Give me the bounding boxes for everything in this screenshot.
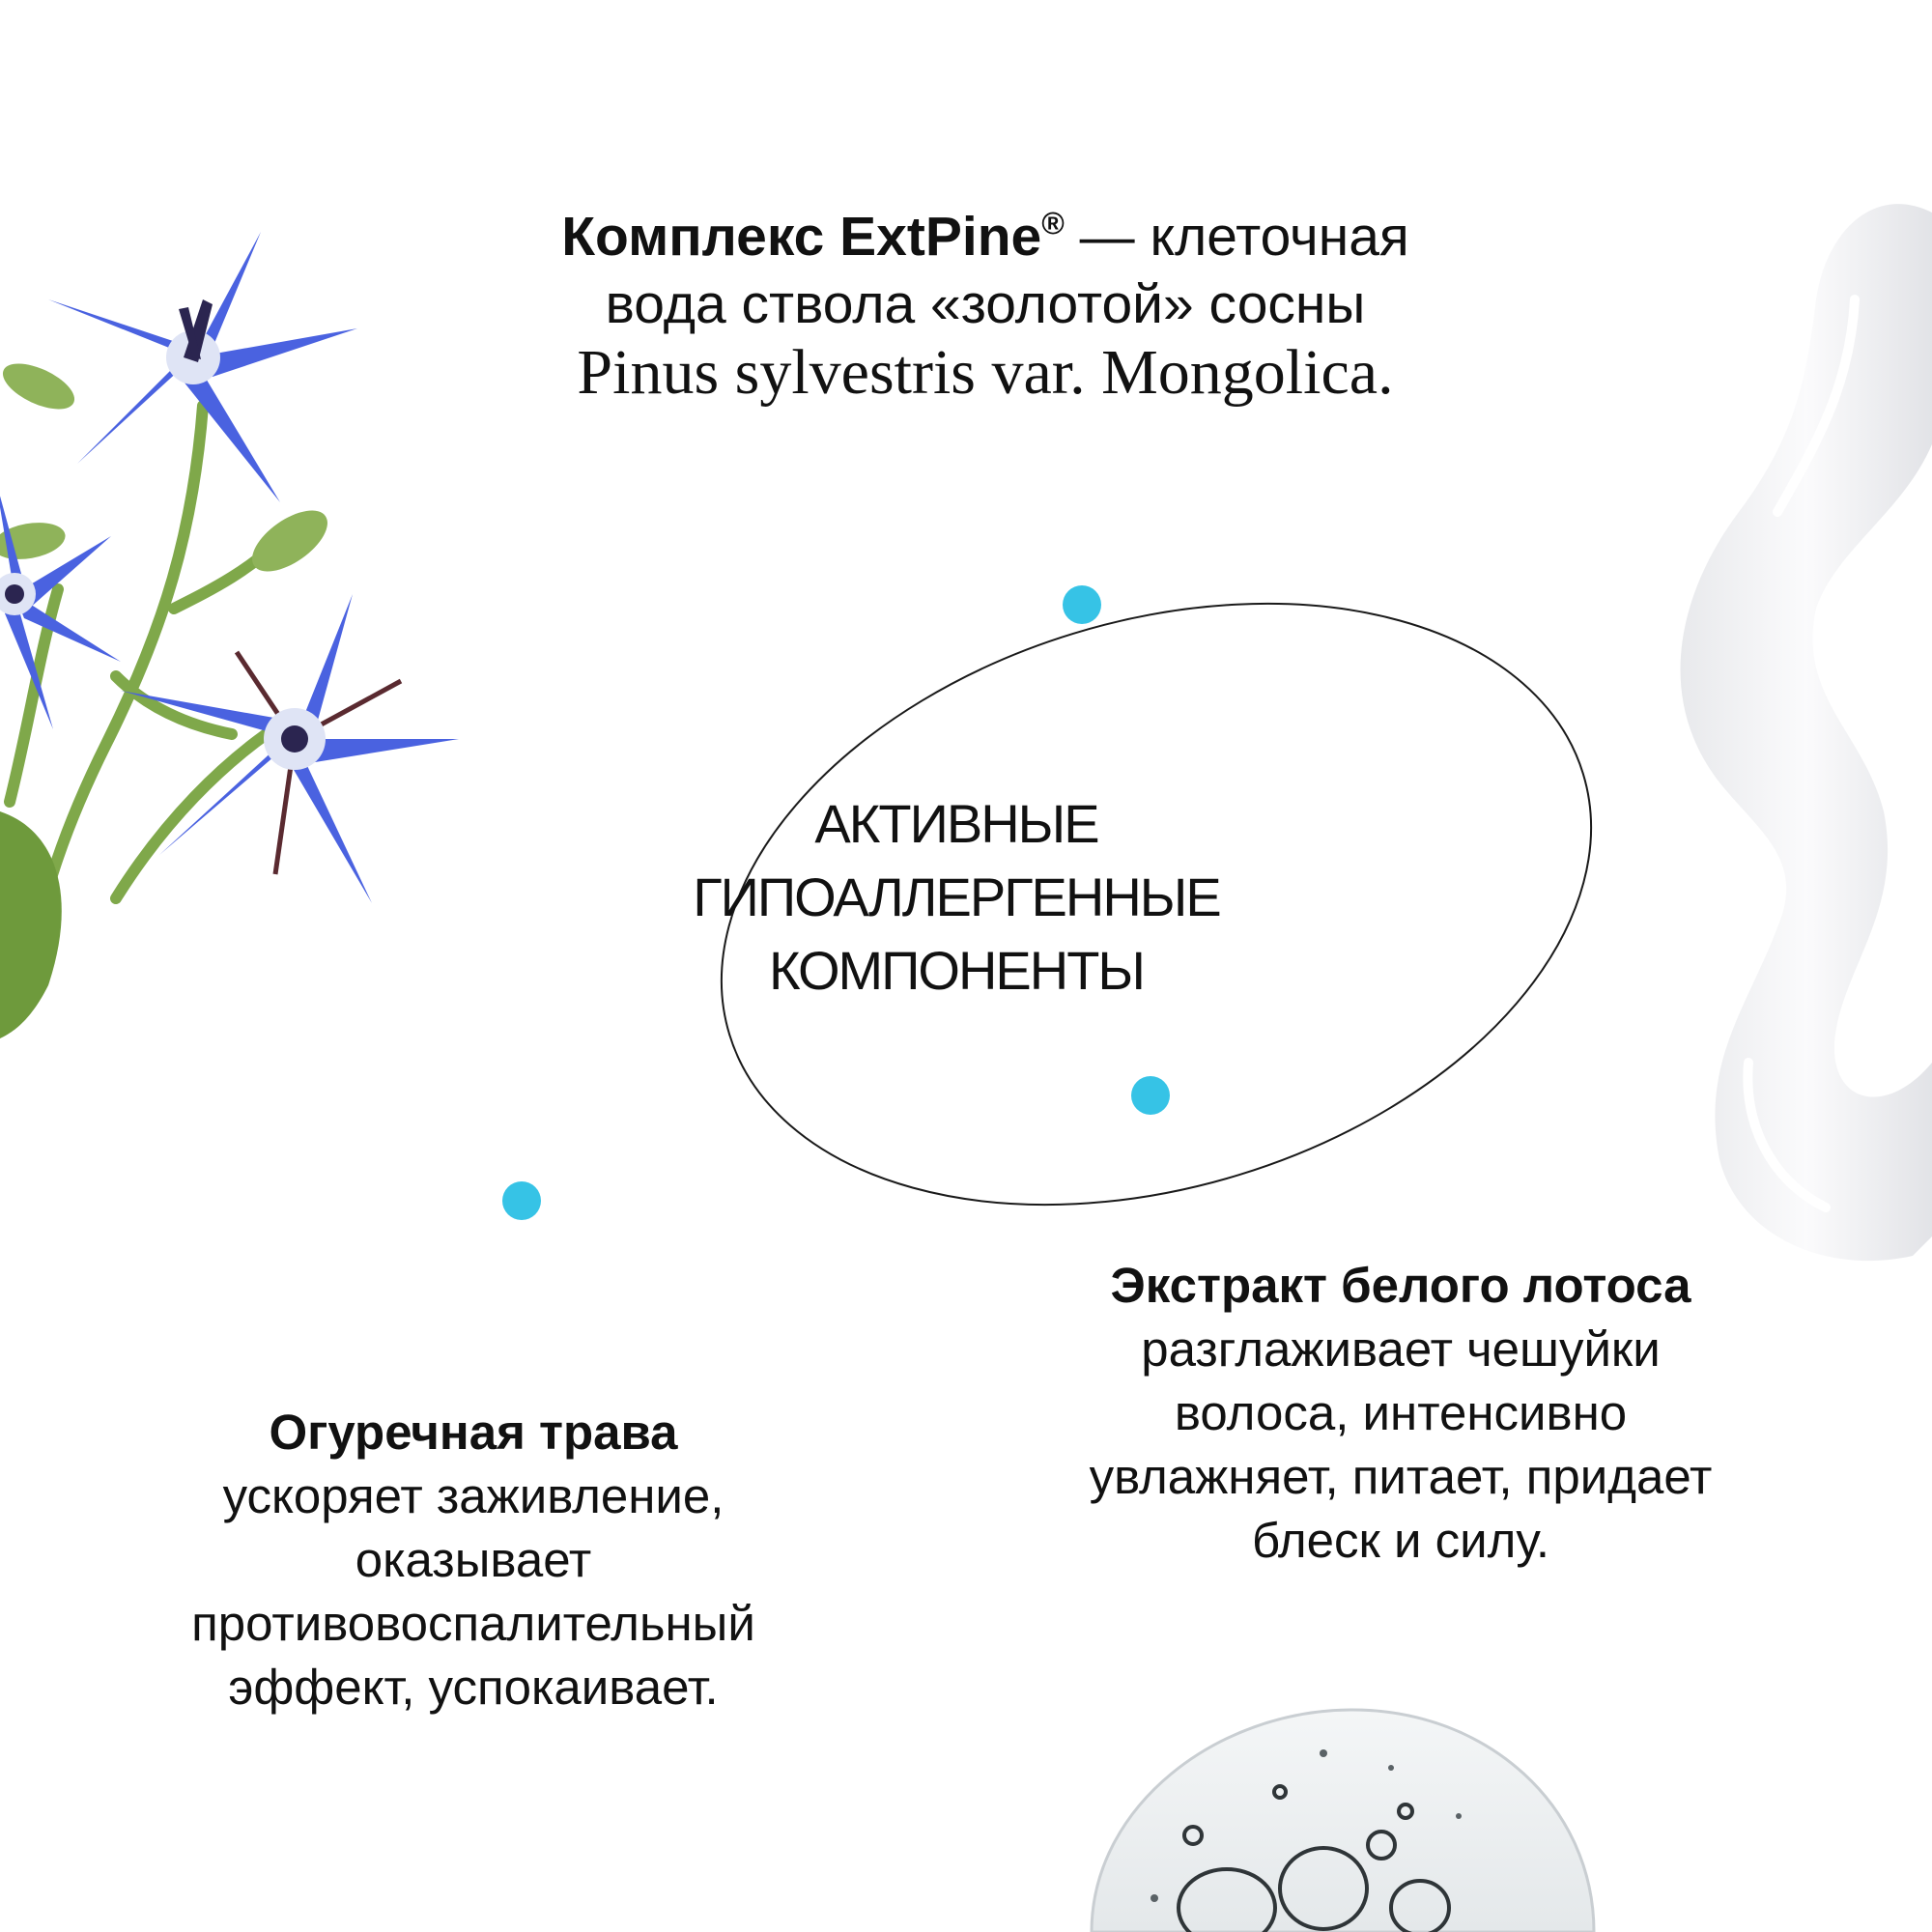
center-heading-line: КОМПОНЕНТЫ <box>768 940 1145 1001</box>
lotus-text-line: разглаживает чешуйки <box>1141 1321 1661 1377</box>
lotus-text-line: волоса, интенсивно <box>1174 1385 1628 1440</box>
extpine-description <box>406 203 1565 408</box>
center-heading <box>618 787 1294 1008</box>
borage-text-line: противовоспалительный <box>191 1596 755 1651</box>
borage-description <box>145 1401 802 1719</box>
lotus-text-line: блеск и силу. <box>1252 1513 1549 1568</box>
registered-mark: ® <box>1041 206 1065 241</box>
center-heading-line: ГИПОАЛЛЕРГЕННЫЕ <box>693 867 1220 927</box>
accent-dot-top <box>1063 585 1101 624</box>
cream-swirl-image <box>1662 193 1932 1275</box>
lotus-description <box>1005 1254 1797 1573</box>
borage-text-line: оказывает <box>355 1532 592 1587</box>
borage-title: Огуречная трава <box>269 1405 678 1460</box>
borage-text-line: ускоряет заживление, <box>222 1468 724 1523</box>
extpine-title: Комплекс ExtPine <box>561 206 1042 268</box>
accent-dot-right <box>1131 1076 1170 1115</box>
extpine-line-1 <box>406 203 1565 270</box>
extpine-latin-name: Pinus sylvestris var. Mongolica. <box>577 337 1394 408</box>
borage-text-line: эффект, успокаивает. <box>228 1660 719 1715</box>
serum-drop-image <box>1082 1700 1604 1932</box>
lotus-title: Экстракт белого лотоса <box>1110 1258 1691 1313</box>
accent-dot-left <box>502 1181 541 1220</box>
extpine-line-1-rest: — клеточная <box>1064 206 1409 268</box>
lotus-text-line: увлажняет, питает, придает <box>1089 1449 1713 1504</box>
center-heading-line: АКТИВНЫЕ <box>814 793 1098 854</box>
extpine-line-2: вода ствола «золотой» сосны <box>605 273 1366 335</box>
